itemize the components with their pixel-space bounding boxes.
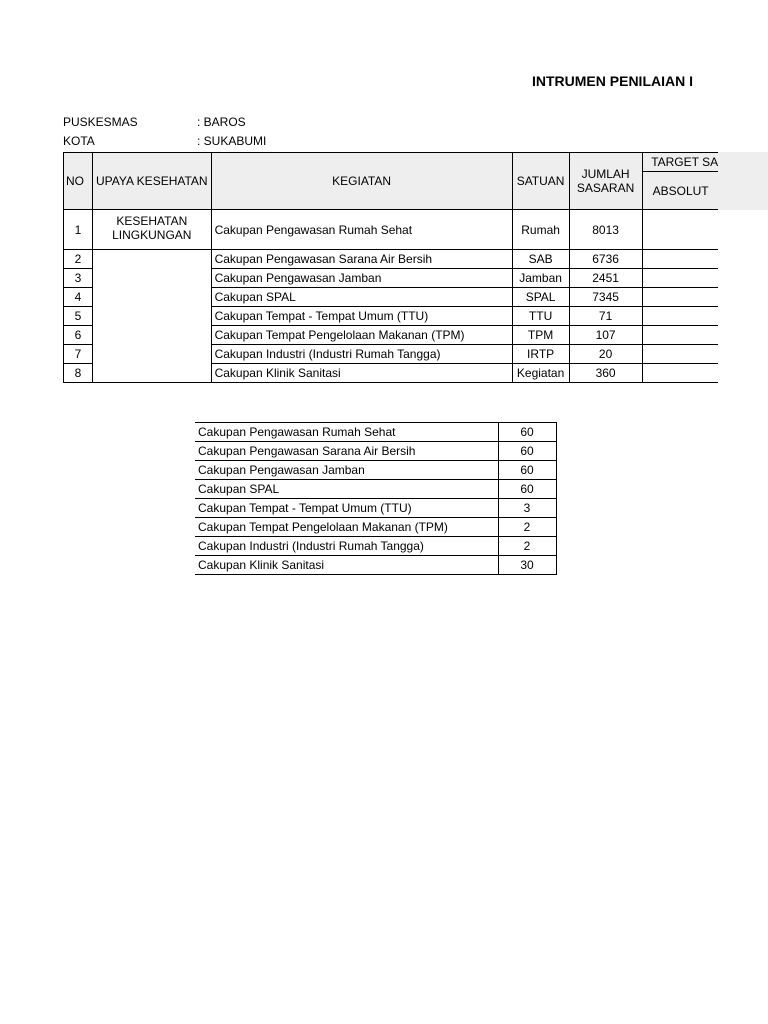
target-kegiatan: Cakupan Industri (Industri Rumah Tangga) — [195, 537, 498, 556]
row-no: 3 — [64, 269, 93, 288]
row-absolut — [642, 307, 718, 326]
row-satuan: SPAL — [512, 288, 569, 307]
row-kegiatan: Cakupan Klinik Sanitasi — [211, 364, 512, 383]
kota-value: : SUKABUMI — [197, 134, 267, 148]
row-no: 4 — [64, 288, 93, 307]
row-no: 7 — [64, 345, 93, 364]
table-row — [64, 250, 719, 269]
target-kegiatan: Cakupan SPAL — [195, 480, 498, 499]
target-table — [195, 422, 557, 575]
target-kegiatan: Cakupan Pengawasan Jamban — [195, 461, 498, 480]
kota-label: KOTA — [63, 134, 95, 148]
row-absolut — [642, 288, 718, 307]
row-satuan: Kegiatan — [512, 364, 569, 383]
header-jumlah: JUMLAH SASARAN — [569, 153, 642, 210]
row-absolut — [642, 326, 718, 345]
row-kegiatan: Cakupan Tempat - Tempat Umum (TTU) — [211, 307, 512, 326]
target-kegiatan: Cakupan Tempat - Tempat Umum (TTU) — [195, 499, 498, 518]
table-row — [195, 499, 556, 518]
row-kegiatan: Cakupan Pengawasan Jamban — [211, 269, 512, 288]
row-jumlah: 6736 — [569, 250, 642, 269]
header-kegiatan: KEGIATAN — [211, 153, 512, 210]
target-kegiatan: Cakupan Tempat Pengelolaan Makanan (TPM) — [195, 518, 498, 537]
row-upaya: KESEHATAN LINGKUNGAN — [93, 210, 212, 250]
row-no: 6 — [64, 326, 93, 345]
row-satuan: TPM — [512, 326, 569, 345]
row-jumlah: 2451 — [569, 269, 642, 288]
target-value: 3 — [498, 499, 556, 518]
row-no: 5 — [64, 307, 93, 326]
row-satuan: Jamban — [512, 269, 569, 288]
row-absolut — [642, 364, 718, 383]
table-row — [64, 210, 719, 250]
document-title: INTRUMEN PENILAIAN I — [532, 73, 693, 89]
table-row — [195, 442, 556, 461]
row-kegiatan: Cakupan Pengawasan Rumah Sehat — [211, 210, 512, 250]
target-value: 2 — [498, 518, 556, 537]
row-absolut — [642, 210, 718, 250]
row-upaya-empty — [93, 250, 212, 383]
row-jumlah: 71 — [569, 307, 642, 326]
target-value: 30 — [498, 556, 556, 575]
table-row — [195, 480, 556, 499]
row-jumlah: 8013 — [569, 210, 642, 250]
row-absolut — [642, 345, 718, 364]
row-absolut — [642, 269, 718, 288]
header-no: NO — [64, 153, 93, 210]
row-satuan: SAB — [512, 250, 569, 269]
row-kegiatan: Cakupan Industri (Industri Rumah Tangga) — [211, 345, 512, 364]
target-value: 60 — [498, 461, 556, 480]
table-row — [195, 423, 556, 442]
header-satuan: SATUAN — [512, 153, 569, 210]
row-satuan: IRTP — [512, 345, 569, 364]
target-value: 60 — [498, 480, 556, 499]
puskesmas-label: PUSKESMAS — [63, 115, 138, 129]
row-satuan: TTU — [512, 307, 569, 326]
main-table — [63, 152, 718, 383]
row-jumlah: 360 — [569, 364, 642, 383]
puskesmas-value: : BAROS — [197, 115, 246, 129]
table-row — [195, 556, 556, 575]
target-kegiatan: Cakupan Pengawasan Sarana Air Bersih — [195, 442, 498, 461]
target-kegiatan: Cakupan Pengawasan Rumah Sehat — [195, 423, 498, 442]
header-absolut: ABSOLUT — [642, 172, 718, 210]
row-no: 8 — [64, 364, 93, 383]
header-upaya: UPAYA KESEHATAN — [93, 153, 212, 210]
target-value: 60 — [498, 423, 556, 442]
table-row — [195, 537, 556, 556]
row-jumlah: 107 — [569, 326, 642, 345]
row-no: 2 — [64, 250, 93, 269]
row-kegiatan: Cakupan Pengawasan Sarana Air Bersih — [211, 250, 512, 269]
row-jumlah: 7345 — [569, 288, 642, 307]
row-satuan: Rumah — [512, 210, 569, 250]
row-absolut — [642, 250, 718, 269]
row-no: 1 — [64, 210, 93, 250]
row-jumlah: 20 — [569, 345, 642, 364]
table-row — [195, 461, 556, 480]
target-value: 60 — [498, 442, 556, 461]
target-value: 2 — [498, 537, 556, 556]
target-kegiatan: Cakupan Klinik Sanitasi — [195, 556, 498, 575]
table-row — [195, 518, 556, 537]
header-target: TARGET SA — [642, 153, 718, 172]
row-kegiatan: Cakupan Tempat Pengelolaan Makanan (TPM) — [211, 326, 512, 345]
row-kegiatan: Cakupan SPAL — [211, 288, 512, 307]
